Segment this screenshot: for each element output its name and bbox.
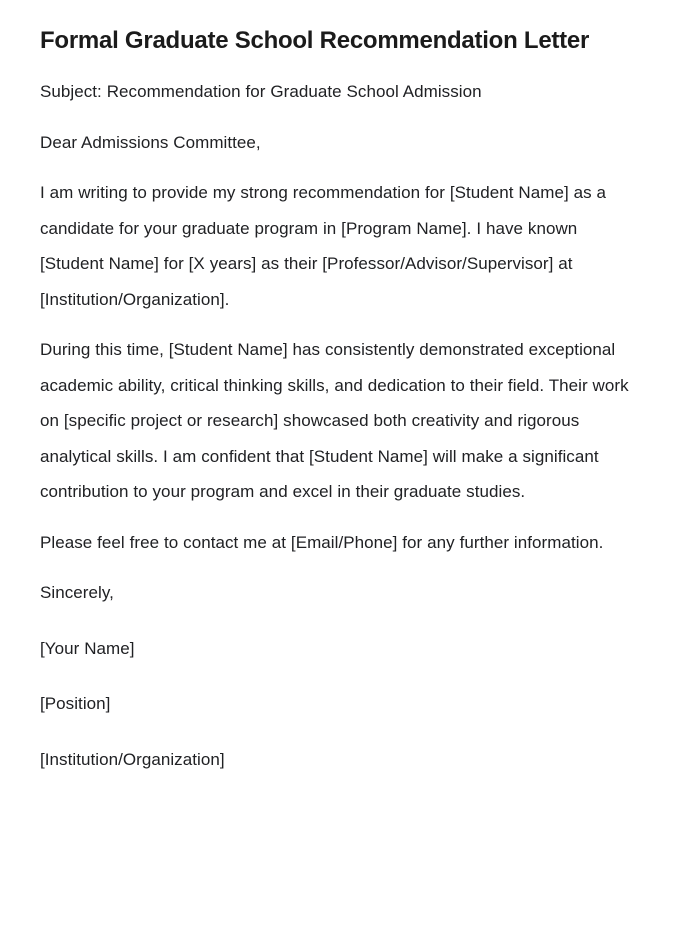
- signature-position: [Position]: [40, 694, 111, 713]
- salutation: Dear Admissions Committee,: [40, 132, 261, 152]
- letter-body: [40, 74, 644, 777]
- body-paragraph-1: I am writing to provide my strong recommendation for [Student Name] as a candidate for your graduate program in [Program Name]. I have known [Student Name] for [X years] as their [Professor/Advisor/Supervisor] at [Institution/Organization].: [40, 183, 607, 309]
- signature-name: [Your Name]: [40, 638, 135, 658]
- closing-salutation: Sincerely,: [40, 583, 114, 602]
- subject-line: Subject: Recommendation for Graduate School Admission: [40, 82, 482, 101]
- signature-organization: [Institution/Organization]: [40, 749, 225, 769]
- body-paragraph-2: During this time, [Student Name] has consistently demonstrated exceptional academic ability, critical thinking skills, and dedication to their field. Their work on [specific project or research] showcased both creativity and rigorous analytical skills. I am confident that [Student Name] will make a significant contribution to your program and excel in their graduate studies.: [40, 340, 629, 501]
- page-title: Formal Graduate School Recommendation Letter: [40, 27, 590, 54]
- body-paragraph-3: Please feel free to contact me at [Email/Phone] for any further information.: [40, 532, 604, 552]
